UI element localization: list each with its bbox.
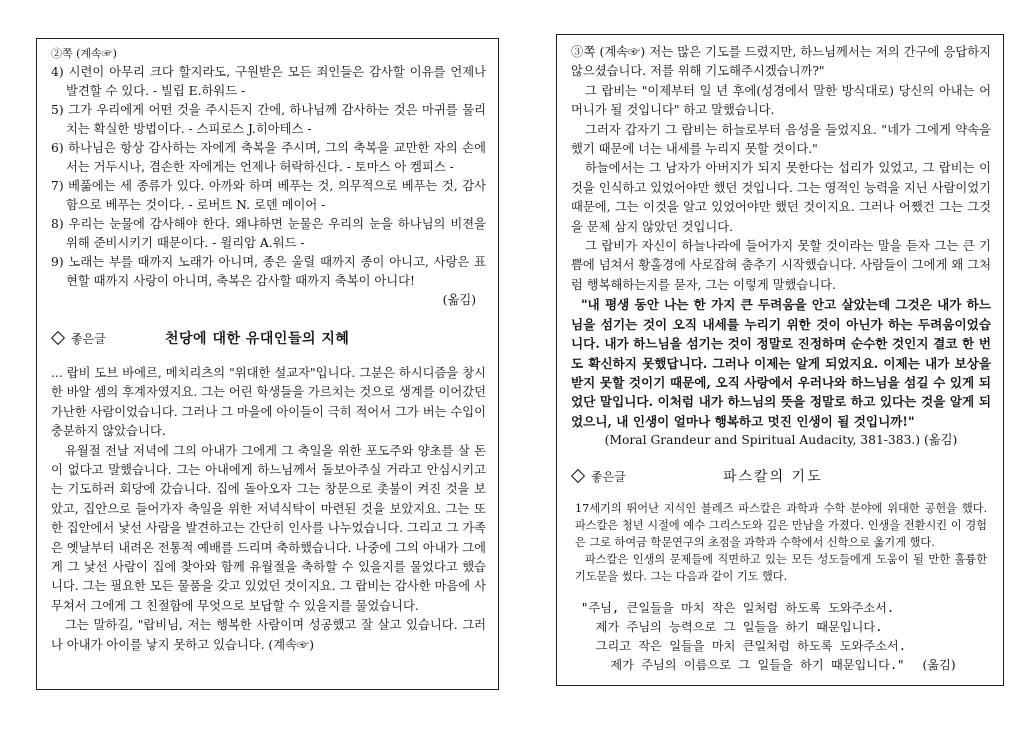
story-paragraph: 유월절 전날 저녁에 그의 아내가 그에게 그 축일을 위한 포도주와 양초를 살 돈이 없다고 말했습니다. 그는 아내에게 하느님께서 돌보아주실 거라고 안심시키고는 기도하러 회당에 갔습니다. 집에 돌아오자 그는 창문으로 촛불이 켜진 것을 보았고, 집안으로 들어가자 축일을 위한 저녁식탁이 마련된 것을 보았지요. 그는 또한 집안에서 낯선 사람을 발견하고는 간단히 인사를 나누었습니다. 그리고 그 가족은 옛날부터 내려온 전통적 예배를 드리며 축하했습니다. 나중에 그의 아내가 그에게 그 낯선 사람이 집에 찾아와 함께 유월절을 축하할 수 있을지를 물었다고 했습니다. 그는 필요한 모든 물품을 갖고 있었던 것이지요. 그 랍비는 감사한 마음에 사무쳐서 그에게 그 친절함에 무엇으로 보답할 수 있을지를 물었습니다. bbox=[51, 443, 486, 613]
quote-5: 5) 그가 우리에게 어떤 것을 주시든지 간에, 하나님께 감사하는 것은 마귀를 물리치는 확실한 방법이다. - 스피로스 J.히아테스 - bbox=[51, 103, 486, 136]
quote-9: 9) 노래는 부를 때까지 노래가 아니며, 종은 울릴 때까지 종이 아니고, 사랑은 표현할 때까지 사랑이 아니며, 축복은 감사할 때까지 축복이 아니다! bbox=[51, 255, 486, 288]
quote-4: 4) 시련이 아무리 크다 할지라도, 구원받은 모든 죄인들은 감사할 이유를 언제나 발견할 수 있다. - 빌립 E.하워드 - bbox=[51, 65, 486, 98]
prayer bbox=[581, 599, 991, 675]
story-paragraph: 그 랍비는 "이제부터 일 년 후에(성경에서 말한 방식대로) 당신의 아내는 어머니가 될 것입니다" 하고 말했습니다. bbox=[571, 83, 991, 118]
prayer-line: 제가 주님의 이름으로 그 일들을 하기 때문입니다." bbox=[581, 658, 905, 673]
left-page bbox=[36, 38, 499, 690]
prayer-line: "주님, 큰일들을 마치 작은 일처럼 하도록 도와주소서. bbox=[581, 601, 895, 616]
section-label: 좋은글 bbox=[71, 331, 106, 346]
story-paragraph: 하늘에서는 그 남자가 아버지가 되지 못한다는 섭리가 있었고, 그 랍비는 이것을 인식하고 있었어야만 했던 것입니다. 그는 영적인 능력을 지닌 사람이었기 때문에, 그는 이것을 알고 있었어야만 했던 것이지요. 그러나 어쨌건 그는 그것을 문제 삼지 않았던 것입니다. bbox=[571, 161, 991, 234]
story-paragraph: 그 랍비가 자신이 하늘나라에 들어가지 못할 것이라는 말을 듣자 그는 큰 기쁨에 넘쳐서 황홀경에 사로잡혀 춤추기 시작했습니다. 사람들이 그에게 왜 그처럼 행복해하는지를 묻자, 그는 이렇게 말했습니다. bbox=[571, 239, 991, 292]
diamond-icon bbox=[571, 469, 585, 483]
right-page bbox=[556, 34, 1004, 686]
diamond-icon bbox=[51, 331, 65, 345]
quote-6: 6) 하나님은 항상 감사하는 자에게 축복을 주시며, 그의 축복을 교만한 자의 손에서는 거두시나, 겸손한 자에게는 언제나 허락하신다. - 토마스 아 켐피스 - bbox=[51, 141, 486, 174]
story-paragraph: ... 랍비 도브 바에르, 메치리츠의 "위대한 설교자"입니다. 그분은 하시디즘을 창시한 바알 셈의 후계자였지요. 그는 어린 학생들을 가르치는 것으로 생계를 이어갔던 가난한 사람이었습니다. 그러나 그 마을에 아이들이 극히 적어서 그가 버는 수입이 충분하지 않았습니다. bbox=[51, 366, 486, 439]
quotes-signature: (옮김) bbox=[442, 293, 476, 307]
pascal-paragraph: 파스칼은 인생의 문제들에 직면하고 있는 모든 성도들에게 도움이 될 만한 훌륭한 기도문을 썼다. 그는 다음과 같이 기도 했다. bbox=[575, 553, 987, 584]
prayer-line: 그리고 작은 일들을 마치 큰일처럼 하도록 도와주소서. bbox=[581, 639, 907, 654]
rabbi-quote: "내 평생 동안 나는 한 가지 큰 두려움을 안고 살았는데 그것은 내가 하느님을 섬기는 것이 오직 내세를 누리기 위한 것이 아닌가 하는 두려움이었습니다. 내가 하느님을 섬기는 것이 정말로 진정하며 순수한 것인지 결코 한 번도 확신하지 못했답니다. 그러나 이제는 알게 되었지요. 이제는 내가 보상을 받지 못할 것이기 때문에, 오직 사랑에서 우러나와 하느님을 섬길 수 있게 되었단 말입니다. 이처럼 내가 하느님의 뜻을 정말로 하고 있다는 것을 알게 되었으니, 내 인생이 얼마나 행복하고 멋진 인생이 될 것입니까!" bbox=[571, 297, 991, 429]
prayer-signature: (옮김) bbox=[922, 658, 956, 673]
quote-7: 7) 베풂에는 세 종류가 있다. 아까와 하며 베푸는 것, 의무적으로 베푸는 것, 감사함으로 베푸는 것이다. - 로버트 N. 로덴 메이어 - bbox=[51, 179, 486, 212]
story-paragraph: 그러자 갑자기 그 랍비는 하늘로부터 음성을 들었지요. "네가 그에게 약속을 했기 때문에 너는 내세를 누리지 못할 것이다." bbox=[571, 122, 991, 157]
section-label: 좋은글 bbox=[591, 469, 626, 484]
section-header bbox=[571, 466, 991, 486]
quote-8: 8) 우리는 눈물에 감사해야 한다. 왜냐하면 눈물은 우리의 눈을 하나님의 비젼을 위해 준비시키기 때문이다. - 윌리암 A.워드 - bbox=[51, 217, 486, 250]
story-paragraph: ③쪽 (계속☞) 저는 많은 기도를 드렸지만, 하느님께서는 저의 간구에 응답하지 않으셨습니다. 저를 위해 기도해주시겠습니까?" bbox=[571, 45, 991, 79]
continuation-label: ②쪽 (계속☞) bbox=[51, 47, 117, 60]
citation: (Moral Grandeur and Spiritual Audacity, 381-383.) (옮김) bbox=[604, 433, 958, 448]
section-title: 천당에 대한 유대인들의 지혜 bbox=[165, 331, 350, 347]
prayer-line: 제가 주님의 능력으로 그 일들을 하기 때문입니다. bbox=[581, 620, 883, 635]
section-header bbox=[51, 328, 486, 348]
section-title: 파스칼의 기도 bbox=[723, 469, 823, 486]
story-paragraph: 그는 말하길, "랍비님, 저는 행복한 사람이며 성공했고 잘 살고 있습니다. 그러나 아내가 아이를 낳지 못하고 있습니다. (계속☞) bbox=[51, 618, 486, 652]
pascal-paragraph: 17세기의 뛰어난 지식인 블레즈 파스칼은 과학과 수학 분야에 위대한 공헌을 했다. 파스칼은 청년 시절에 예수 그리스도와 깊은 만남을 가졌다. 인생을 전환시킨 이 경험은 그로 하여금 학문연구의 초점을 과학과 수학에서 신학으로 옮기게 했다. bbox=[575, 502, 987, 550]
